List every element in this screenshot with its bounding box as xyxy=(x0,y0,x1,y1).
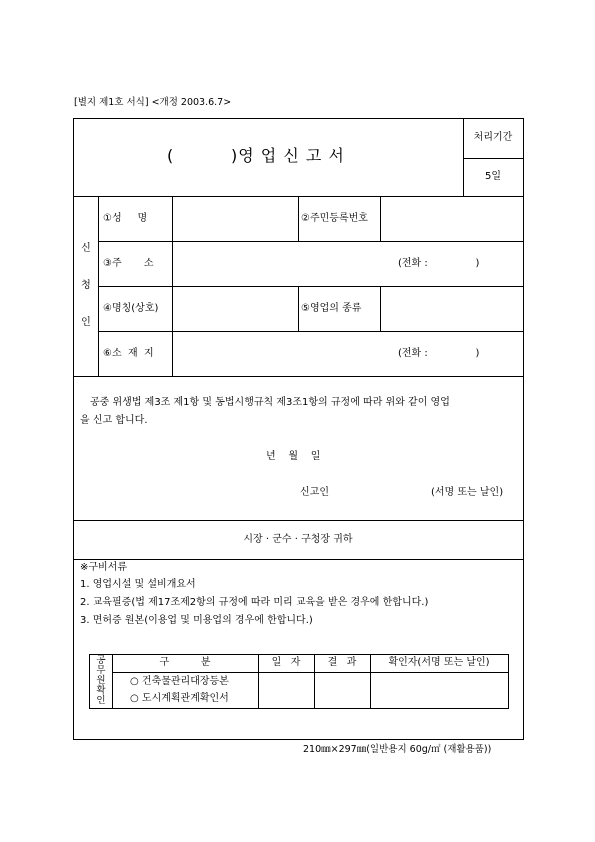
applicant-side-char: 청 xyxy=(81,280,91,291)
business-type-field[interactable] xyxy=(382,288,522,330)
document-item: 1. 영업시설 및 설비개요서 xyxy=(80,579,196,590)
official-check-row: ○ 건축물관리대장등본 xyxy=(130,676,229,687)
address-label: ③주 소 xyxy=(103,258,154,269)
business-type-label: ⑤영업의 종류 xyxy=(301,303,362,314)
documents-title: ※구비서류 xyxy=(80,562,128,573)
processing-period-value: 5일 xyxy=(484,171,502,182)
title-paren-open: ( xyxy=(167,146,174,165)
official-side-char: 확 xyxy=(96,685,106,696)
location-phone: (전화 : ) xyxy=(398,348,480,359)
address-phone: (전화 : ) xyxy=(398,258,480,269)
declaration-text-line1: 공중 위생법 제3조 제1항 및 동법시행규칙 제3조1항의 규정에 따라 위와 같이 영업 xyxy=(90,397,450,408)
confirmer-header: 확인자(서명 또는 날인) xyxy=(388,657,490,668)
paper-spec-note: 210㎜×297㎜(일반용지 60g/㎡ (재활용품)) xyxy=(303,744,492,755)
business-name-field[interactable] xyxy=(174,288,296,330)
document-item: 3. 면허증 원본(이용업 및 미용업의 경우에 한합니다.) xyxy=(80,615,313,626)
resident-number-label: ②주민등록번호 xyxy=(301,213,368,224)
applicant-side-char: 인 xyxy=(81,317,91,328)
result-header: 결 과 xyxy=(327,657,357,668)
official-check-row: ○ 도시계획관계확인서 xyxy=(130,693,229,704)
resident-number-field[interactable] xyxy=(382,198,522,240)
name-label: ①성 명 xyxy=(103,213,148,224)
form-title: )영 업 신 고 서 xyxy=(231,146,345,165)
document-item: 2. 교육필증(법 제17조제2항의 규정에 따라 미리 교육을 받은 경우에 한합니다.) xyxy=(80,597,429,608)
recipient: 시장 · 군수 · 구청장 귀하 xyxy=(243,534,353,545)
declaration-text-line2: 을 신고 합니다. xyxy=(80,415,148,426)
declaration-date: 년 월 일 xyxy=(266,451,321,462)
declarant-label: 신고인 xyxy=(300,487,329,498)
business-name-label: ④명칭(상호) xyxy=(103,303,159,314)
official-side-char: 무 xyxy=(96,665,106,676)
official-side-char: 원 xyxy=(96,675,106,686)
name-field[interactable] xyxy=(174,198,296,240)
applicant-side-char: 신 xyxy=(81,243,91,254)
processing-period-label: 처리기간 xyxy=(473,132,513,143)
form-header-note: [별지 제1호 서식] <개정 2003.6.7> xyxy=(74,97,232,108)
official-side-char: 인 xyxy=(96,695,106,706)
date-header: 일 자 xyxy=(271,657,301,668)
signature-note: (서명 또는 날인) xyxy=(431,487,504,498)
official-side-char: 공 xyxy=(96,655,106,666)
location-label: ⑥소 재 지 xyxy=(103,348,154,359)
division-header: 구 분 xyxy=(159,657,211,668)
